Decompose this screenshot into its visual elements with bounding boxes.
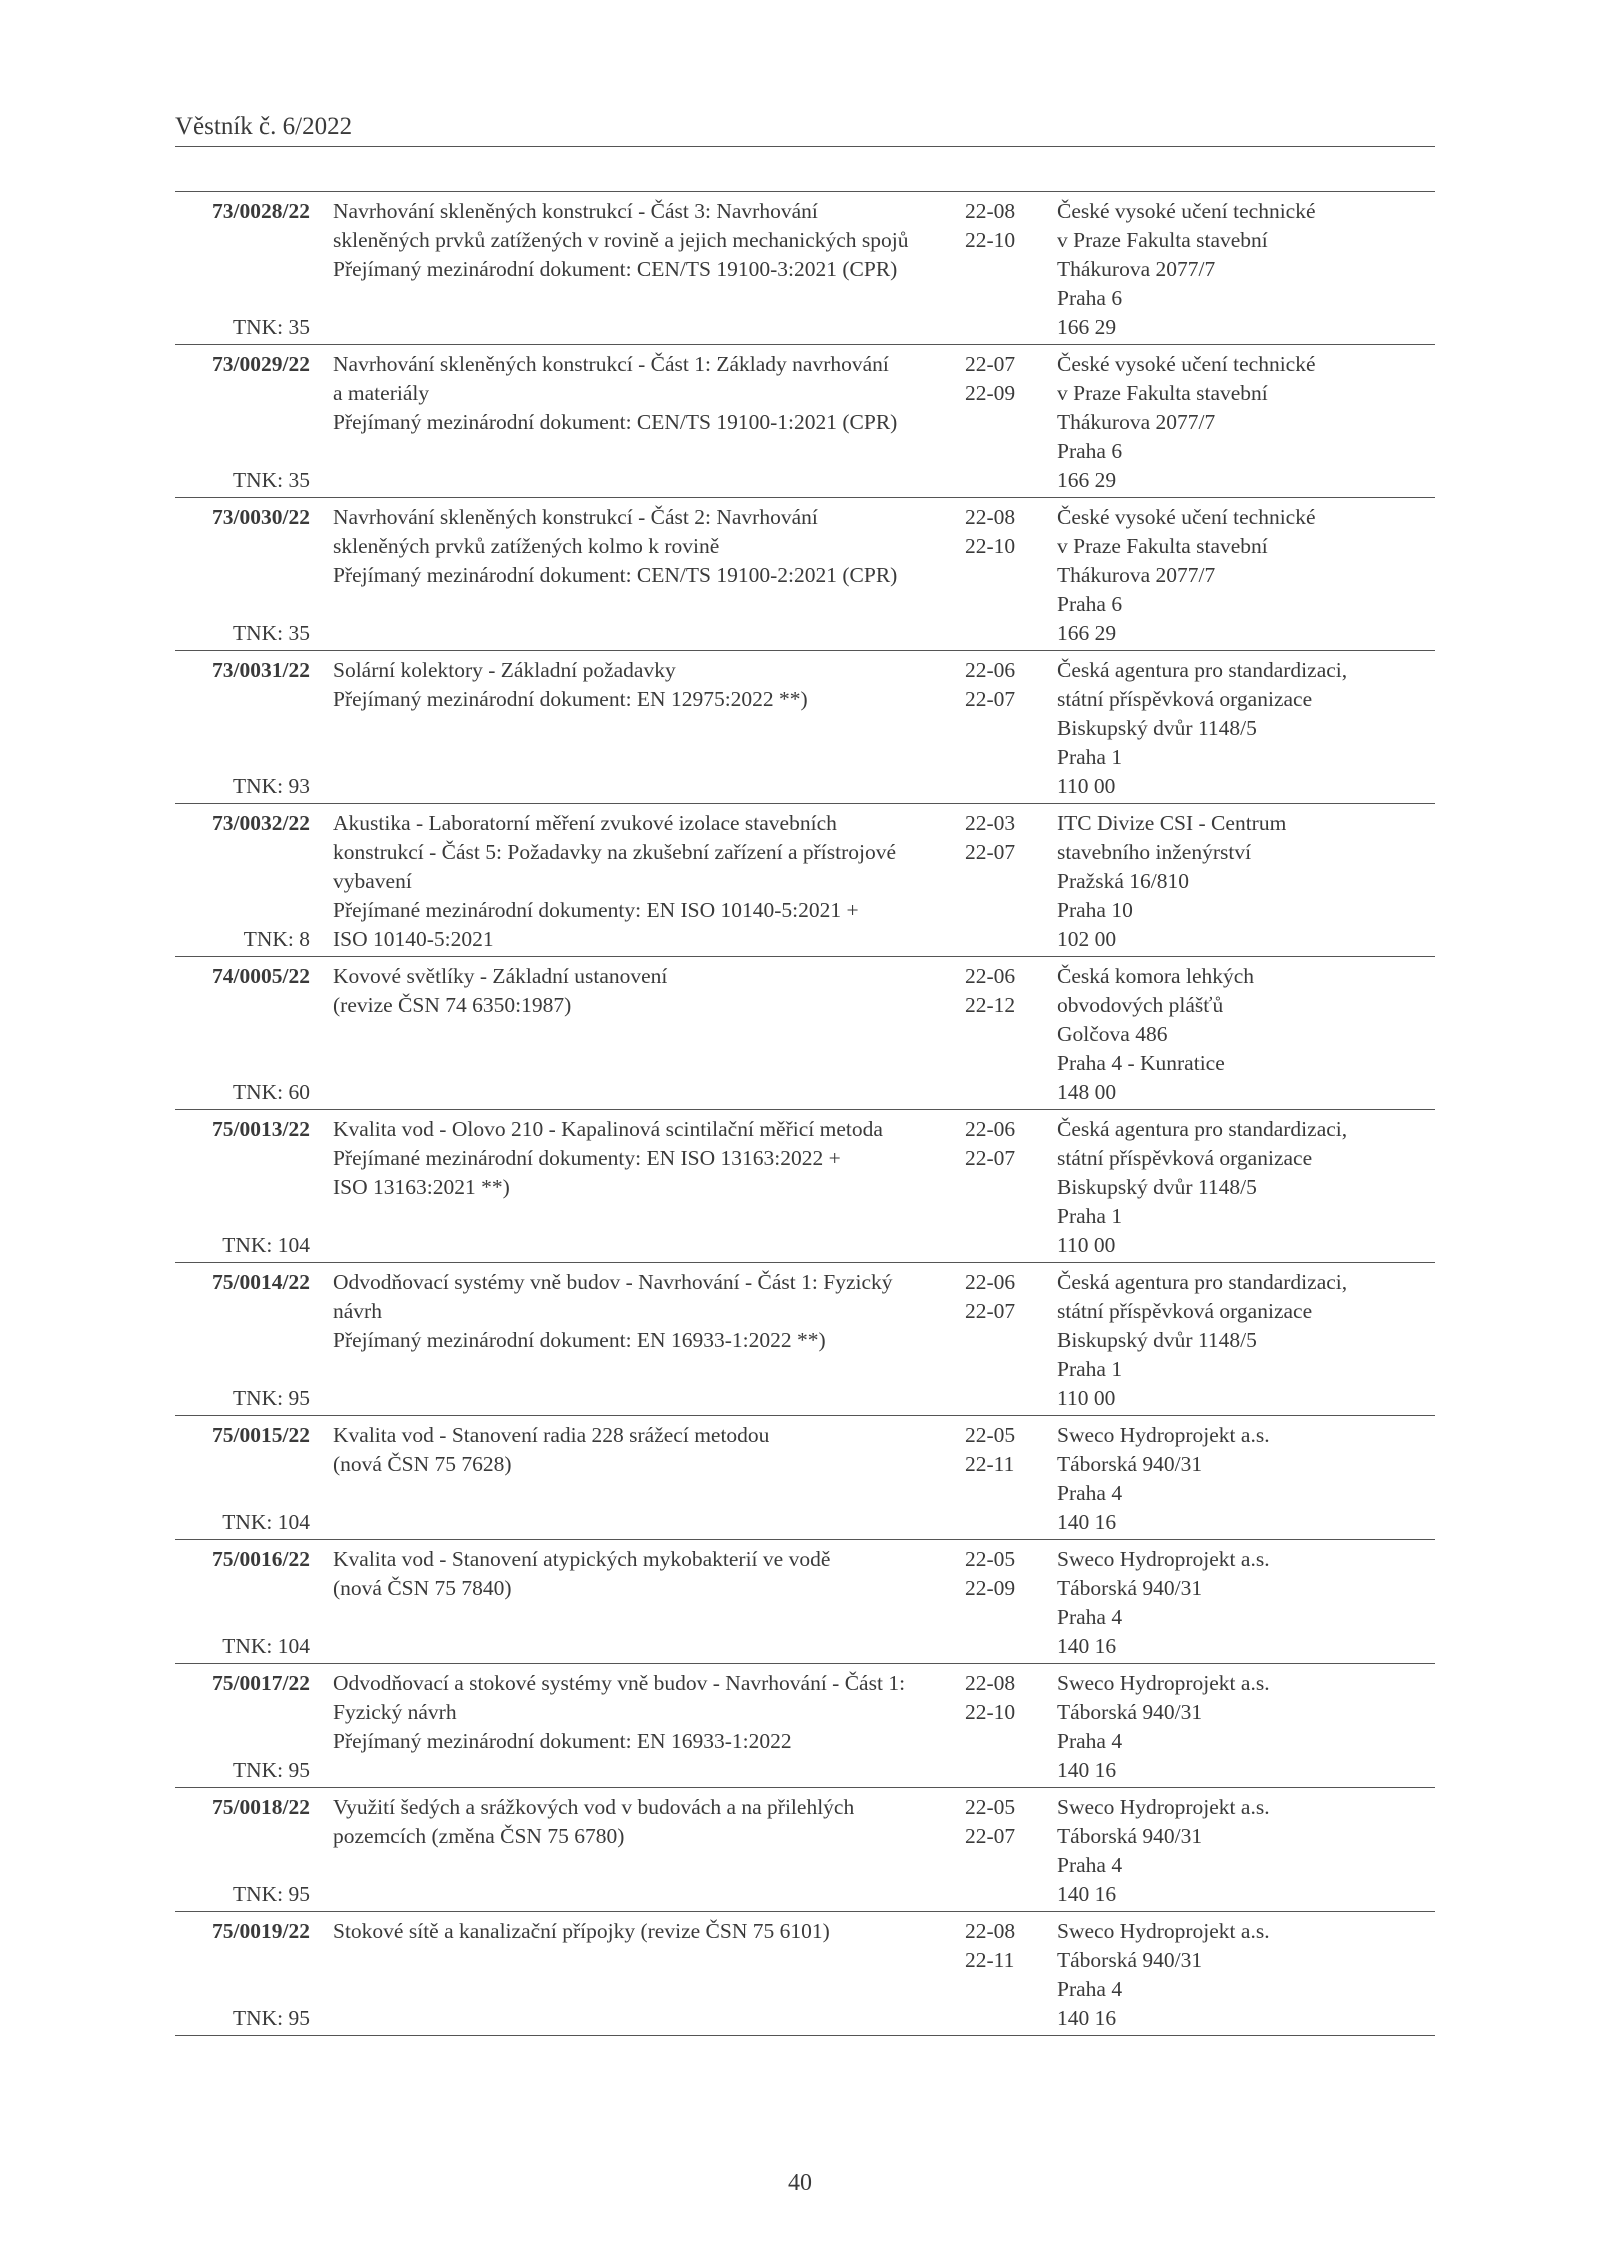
organization-line: Golčova 486 xyxy=(1057,1022,1168,1046)
title-line: Využití šedých a srážkových vod v budovách a na přilehlých xyxy=(333,1795,855,1819)
standard-title-cell xyxy=(310,656,950,801)
title-line: Solární kolektory - Základní požadavky xyxy=(333,658,676,682)
organization-line: Česká agentura pro standardizaci, xyxy=(1057,658,1348,682)
table-row xyxy=(175,1912,1435,2036)
table-row xyxy=(175,651,1435,804)
organization-cell xyxy=(1050,1421,1435,1537)
standard-number: 75/0018/22 xyxy=(212,1795,310,1819)
standard-number-cell xyxy=(175,656,310,801)
title-line: Stokové sítě a kanalizační přípojky (revize ČSN 75 6101) xyxy=(333,1919,830,1943)
date-value: 22-05 xyxy=(965,1795,1016,1819)
dates-cell xyxy=(950,1421,1050,1537)
title-line: vybavení xyxy=(333,869,412,893)
standard-number: 75/0013/22 xyxy=(212,1117,310,1141)
organization-line: Sweco Hydroprojekt a.s. xyxy=(1057,1547,1270,1571)
date-value: 22-07 xyxy=(965,840,1016,864)
standard-number-cell xyxy=(175,1421,310,1537)
dates-cell xyxy=(950,350,1050,495)
date-value: 22-11 xyxy=(965,1948,1015,1972)
title-line: Odvodňovací a stokové systémy vně budov - Navrhování - Část 1: xyxy=(333,1671,906,1695)
standard-number: 75/0017/22 xyxy=(212,1671,310,1695)
organization-line: Thákurova 2077/7 xyxy=(1057,563,1216,587)
organization-cell xyxy=(1050,1793,1435,1909)
standard-number: 73/0032/22 xyxy=(212,811,310,835)
title-line: Navrhování skleněných konstrukcí - Část 3: Navrhování xyxy=(333,199,818,223)
organization-line: Pražská 16/810 xyxy=(1057,869,1189,893)
date-value: 22-03 xyxy=(965,811,1016,835)
organization-line: 166 29 xyxy=(1057,315,1117,339)
date-value: 22-05 xyxy=(965,1547,1016,1571)
table-row xyxy=(175,345,1435,498)
standards-table xyxy=(175,191,1435,2036)
standard-number-cell xyxy=(175,1115,310,1260)
date-value: 22-12 xyxy=(965,993,1016,1017)
title-line: Přejímané mezinárodní dokumenty: EN ISO 10140-5:2021 + xyxy=(333,898,859,922)
organization-line: Táborská 940/31 xyxy=(1057,1824,1203,1848)
organization-line: Biskupský dvůr 1148/5 xyxy=(1057,1328,1257,1352)
date-value: 22-08 xyxy=(965,199,1016,223)
header-divider xyxy=(175,146,1435,147)
organization-line: stavebního inženýrství xyxy=(1057,840,1252,864)
date-value: 22-07 xyxy=(965,1824,1016,1848)
organization-cell xyxy=(1050,1917,1435,2033)
standard-title-cell xyxy=(310,1917,950,2033)
organization-line: 148 00 xyxy=(1057,1080,1117,1104)
standard-number: 75/0015/22 xyxy=(212,1423,310,1447)
tnk-label: TNK: 35 xyxy=(232,468,310,492)
title-line: (nová ČSN 75 7840) xyxy=(333,1576,512,1600)
standard-title-cell xyxy=(310,1669,950,1785)
title-line: Kvalita vod - Olovo 210 - Kapalinová scintilační měřicí metoda xyxy=(333,1117,883,1141)
date-value: 22-11 xyxy=(965,1452,1015,1476)
organization-line: Táborská 940/31 xyxy=(1057,1700,1203,1724)
organization-line: Biskupský dvůr 1148/5 xyxy=(1057,1175,1257,1199)
organization-cell xyxy=(1050,809,1435,954)
title-line: ISO 10140-5:2021 xyxy=(333,927,494,951)
date-value: 22-10 xyxy=(965,1700,1016,1724)
title-line: (revize ČSN 74 6350:1987) xyxy=(333,993,572,1017)
title-line: a materiály xyxy=(333,381,430,405)
standard-number-cell xyxy=(175,1545,310,1661)
table-row xyxy=(175,1263,1435,1416)
standard-number-cell xyxy=(175,350,310,495)
standard-number: 73/0029/22 xyxy=(212,352,310,376)
date-value: 22-09 xyxy=(965,381,1016,405)
date-value: 22-06 xyxy=(965,1270,1016,1294)
organization-line: státní příspěvková organizace xyxy=(1057,687,1313,711)
standard-title-cell xyxy=(310,1545,950,1661)
standard-title-cell xyxy=(310,197,950,342)
organization-line: Praha 4 xyxy=(1057,1977,1123,2001)
dates-cell xyxy=(950,809,1050,954)
organization-line: 110 00 xyxy=(1057,774,1116,798)
tnk-label: TNK: 95 xyxy=(232,1758,310,1782)
date-value: 22-10 xyxy=(965,228,1016,252)
organization-line: státní příspěvková organizace xyxy=(1057,1146,1313,1170)
organization-line: Česká agentura pro standardizaci, xyxy=(1057,1270,1348,1294)
organization-cell xyxy=(1050,962,1435,1107)
tnk-label: TNK: 104 xyxy=(222,1233,310,1257)
title-line: pozemcích (změna ČSN 75 6780) xyxy=(333,1824,625,1848)
title-line: Přejímaný mezinárodní dokument: EN 16933-1:2022 xyxy=(333,1729,792,1753)
tnk-label: TNK: 60 xyxy=(232,1080,310,1104)
organization-line: 140 16 xyxy=(1057,2006,1117,2030)
organization-line: Praha 1 xyxy=(1057,1204,1123,1228)
standard-number-cell xyxy=(175,809,310,954)
organization-line: v Praze Fakulta stavební xyxy=(1057,534,1268,558)
organization-cell xyxy=(1050,503,1435,648)
standard-title-cell xyxy=(310,1793,950,1909)
tnk-label: TNK: 95 xyxy=(232,1386,310,1410)
tnk-label: TNK: 95 xyxy=(232,1882,310,1906)
title-line: skleněných prvků zatížených v rovině a jejich mechanických spojů xyxy=(333,228,909,252)
standard-number-cell xyxy=(175,1669,310,1785)
organization-line: Táborská 940/31 xyxy=(1057,1576,1203,1600)
table-row xyxy=(175,957,1435,1110)
dates-cell xyxy=(950,1793,1050,1909)
standard-number: 74/0005/22 xyxy=(212,964,310,988)
organization-line: obvodových plášťů xyxy=(1057,993,1224,1017)
organization-line: ITC Divize CSI - Centrum xyxy=(1057,811,1287,835)
organization-line: 110 00 xyxy=(1057,1233,1116,1257)
title-line: Kovové světlíky - Základní ustanovení xyxy=(333,964,668,988)
table-row xyxy=(175,1788,1435,1912)
title-line: Navrhování skleněných konstrukcí - Část 1: Základy navrhování xyxy=(333,352,889,376)
tnk-label: TNK: 93 xyxy=(232,774,310,798)
organization-line: Sweco Hydroprojekt a.s. xyxy=(1057,1671,1270,1695)
organization-line: Praha 6 xyxy=(1057,592,1123,616)
standard-title-cell xyxy=(310,809,950,954)
organization-line: Praha 4 xyxy=(1057,1853,1123,1877)
date-value: 22-08 xyxy=(965,505,1016,529)
organization-line: 140 16 xyxy=(1057,1882,1117,1906)
dates-cell xyxy=(950,1115,1050,1260)
tnk-label: TNK: 95 xyxy=(232,2006,310,2030)
page-header: Věstník č. 6/2022 xyxy=(175,113,353,140)
organization-line: 140 16 xyxy=(1057,1510,1117,1534)
organization-line: Táborská 940/31 xyxy=(1057,1948,1203,1972)
organization-line: 166 29 xyxy=(1057,468,1117,492)
organization-cell xyxy=(1050,350,1435,495)
organization-line: Thákurova 2077/7 xyxy=(1057,257,1216,281)
dates-cell xyxy=(950,1917,1050,2033)
standard-title-cell xyxy=(310,350,950,495)
dates-cell xyxy=(950,1545,1050,1661)
title-line: Akustika - Laboratorní měření zvukové izolace stavebních xyxy=(333,811,837,835)
organization-line: státní příspěvková organizace xyxy=(1057,1299,1313,1323)
table-row xyxy=(175,1664,1435,1788)
tnk-label: TNK: 104 xyxy=(222,1510,310,1534)
standard-number: 75/0014/22 xyxy=(212,1270,310,1294)
organization-line: Biskupský dvůr 1148/5 xyxy=(1057,716,1257,740)
table-row xyxy=(175,192,1435,345)
standard-number: 73/0030/22 xyxy=(212,505,310,529)
dates-cell xyxy=(950,656,1050,801)
organization-line: 140 16 xyxy=(1057,1634,1117,1658)
tnk-label: TNK: 8 xyxy=(243,927,310,951)
organization-line: Sweco Hydroprojekt a.s. xyxy=(1057,1795,1270,1819)
table-row xyxy=(175,1540,1435,1664)
organization-line: v Praze Fakulta stavební xyxy=(1057,381,1268,405)
dates-cell xyxy=(950,1268,1050,1413)
standard-title-cell xyxy=(310,1268,950,1413)
date-value: 22-08 xyxy=(965,1919,1016,1943)
title-line: Kvalita vod - Stanovení atypických mykobakterií ve vodě xyxy=(333,1547,831,1571)
date-value: 22-07 xyxy=(965,352,1016,376)
dates-cell xyxy=(950,962,1050,1107)
organization-line: 102 00 xyxy=(1057,927,1117,951)
title-line: Přejímané mezinárodní dokumenty: EN ISO 13163:2022 + xyxy=(333,1146,841,1170)
organization-cell xyxy=(1050,1268,1435,1413)
title-line: Navrhování skleněných konstrukcí - Část 2: Navrhování xyxy=(333,505,818,529)
standard-number-cell xyxy=(175,1793,310,1909)
tnk-label: TNK: 104 xyxy=(222,1634,310,1658)
organization-line: Sweco Hydroprojekt a.s. xyxy=(1057,1919,1270,1943)
organization-cell xyxy=(1050,1545,1435,1661)
date-value: 22-08 xyxy=(965,1671,1016,1695)
title-line: Přejímaný mezinárodní dokument: CEN/TS 19100-2:2021 (CPR) xyxy=(333,563,898,587)
standard-number: 75/0019/22 xyxy=(212,1919,310,1943)
table-row xyxy=(175,498,1435,651)
date-value: 22-07 xyxy=(965,1299,1016,1323)
organization-line: 110 00 xyxy=(1057,1386,1116,1410)
standard-number-cell xyxy=(175,962,310,1107)
date-value: 22-06 xyxy=(965,964,1016,988)
standard-number: 73/0031/22 xyxy=(212,658,310,682)
table-row xyxy=(175,804,1435,957)
organization-line: 140 16 xyxy=(1057,1758,1117,1782)
title-line: návrh xyxy=(333,1299,382,1323)
title-line: Přejímaný mezinárodní dokument: CEN/TS 19100-3:2021 (CPR) xyxy=(333,257,898,281)
organization-line: Thákurova 2077/7 xyxy=(1057,410,1216,434)
page-number: 40 xyxy=(788,2170,812,2196)
organization-cell xyxy=(1050,1115,1435,1260)
organization-line: Praha 4 xyxy=(1057,1605,1123,1629)
organization-line: Praha 4 xyxy=(1057,1481,1123,1505)
tnk-label: TNK: 35 xyxy=(232,315,310,339)
title-line: Přejímaný mezinárodní dokument: CEN/TS 19100-1:2021 (CPR) xyxy=(333,410,898,434)
standard-number: 73/0028/22 xyxy=(212,199,310,223)
organization-line: České vysoké učení technické xyxy=(1057,199,1316,223)
organization-line: 166 29 xyxy=(1057,621,1117,645)
standard-title-cell xyxy=(310,962,950,1107)
organization-line: České vysoké učení technické xyxy=(1057,505,1316,529)
standard-number-cell xyxy=(175,1268,310,1413)
title-line: Odvodňovací systémy vně budov - Navrhování - Část 1: Fyzický xyxy=(333,1270,893,1294)
title-line: skleněných prvků zatížených kolmo k rovině xyxy=(333,534,720,558)
title-line: Přejímaný mezinárodní dokument: EN 12975:2022 **) xyxy=(333,687,808,711)
standard-title-cell xyxy=(310,1115,950,1260)
dates-cell xyxy=(950,197,1050,342)
date-value: 22-07 xyxy=(965,1146,1016,1170)
organization-line: Praha 10 xyxy=(1057,898,1133,922)
date-value: 22-07 xyxy=(965,687,1016,711)
dates-cell xyxy=(950,1669,1050,1785)
organization-line: České vysoké učení technické xyxy=(1057,352,1316,376)
date-value: 22-09 xyxy=(965,1576,1016,1600)
organization-line: Praha 1 xyxy=(1057,745,1123,769)
title-line: Přejímaný mezinárodní dokument: EN 16933-1:2022 **) xyxy=(333,1328,826,1352)
table-row xyxy=(175,1110,1435,1263)
dates-cell xyxy=(950,503,1050,648)
standard-title-cell xyxy=(310,1421,950,1537)
date-value: 22-06 xyxy=(965,658,1016,682)
standard-number-cell xyxy=(175,503,310,648)
organization-line: Praha 4 - Kunratice xyxy=(1057,1051,1225,1075)
organization-line: Česká komora lehkých xyxy=(1057,964,1255,988)
title-line: konstrukcí - Část 5: Požadavky na zkušební zařízení a přístrojové xyxy=(333,840,897,864)
organization-line: Sweco Hydroprojekt a.s. xyxy=(1057,1423,1270,1447)
organization-line: Praha 4 xyxy=(1057,1729,1123,1753)
organization-line: Česká agentura pro standardizaci, xyxy=(1057,1117,1348,1141)
title-line: ISO 13163:2021 **) xyxy=(333,1175,510,1199)
organization-cell xyxy=(1050,1669,1435,1785)
standard-title-cell xyxy=(310,503,950,648)
organization-line: Praha 6 xyxy=(1057,286,1123,310)
title-line: (nová ČSN 75 7628) xyxy=(333,1452,512,1476)
organization-line: Praha 1 xyxy=(1057,1357,1123,1381)
organization-cell xyxy=(1050,656,1435,801)
date-value: 22-05 xyxy=(965,1423,1016,1447)
standard-number-cell xyxy=(175,197,310,342)
standard-number: 75/0016/22 xyxy=(212,1547,310,1571)
title-line: Kvalita vod - Stanovení radia 228 srážecí metodou xyxy=(333,1423,770,1447)
date-value: 22-10 xyxy=(965,534,1016,558)
standard-number-cell xyxy=(175,1917,310,2033)
tnk-label: TNK: 35 xyxy=(232,621,310,645)
organization-line: v Praze Fakulta stavební xyxy=(1057,228,1268,252)
date-value: 22-06 xyxy=(965,1117,1016,1141)
title-line: Fyzický návrh xyxy=(333,1700,457,1724)
organization-line: Praha 6 xyxy=(1057,439,1123,463)
table-row xyxy=(175,1416,1435,1540)
organization-line: Táborská 940/31 xyxy=(1057,1452,1203,1476)
organization-cell xyxy=(1050,197,1435,342)
